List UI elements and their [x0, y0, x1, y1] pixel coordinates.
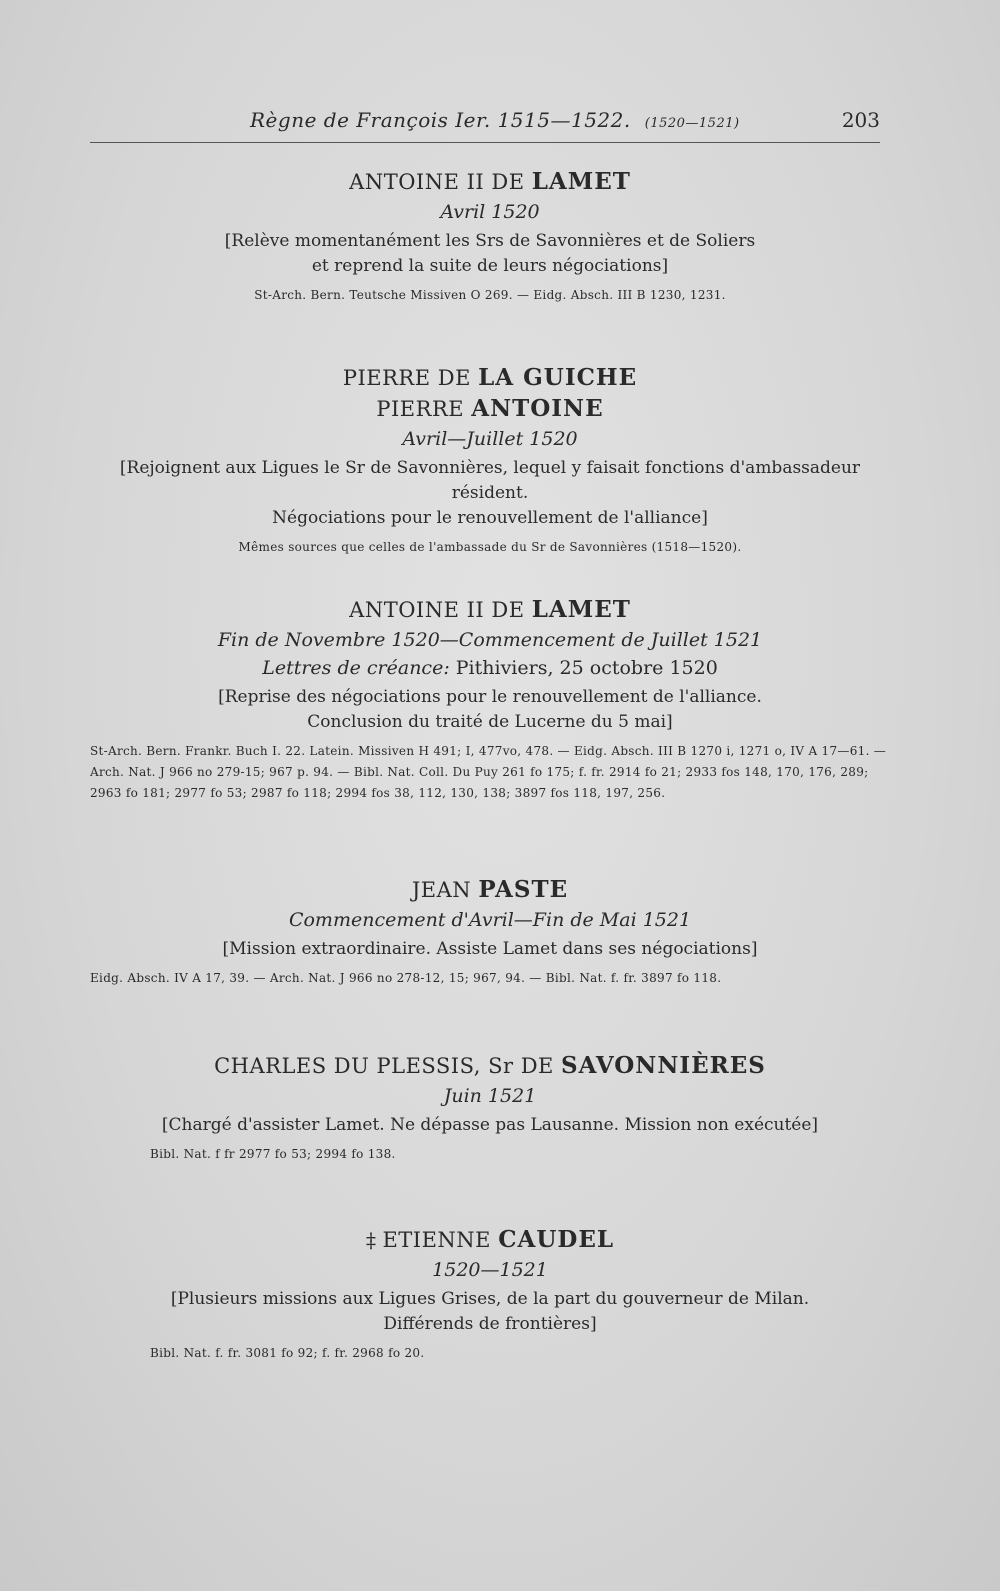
entry-lamet-1520-1521	[90, 596, 890, 804]
entry-guiche-antoine	[90, 364, 890, 558]
entry-caudel	[90, 1226, 890, 1364]
entry-name: ANTOINE II DE LAMET	[349, 168, 631, 195]
entry-name: CHARLES DU PLESSIS, Sr DE SAVONNIÈRES	[214, 1052, 766, 1079]
entry-date: Juin 1521	[443, 1085, 537, 1107]
entry-description: [Relève momentanément les Srs de Savonnières et de Soliers et reprend la suite de leurs négociations]	[224, 231, 756, 276]
entry-date: 1520—1521	[432, 1259, 548, 1281]
entry-description: [Reprise des négociations pour le renouvellement de l'alliance. Conclusion du traité de Lucerne du 5 mai]	[218, 687, 762, 732]
entry-sources: St-Arch. Bern. Teutsche Missiven O 269. — Eidg. Absch. III B 1230, 1231.	[254, 288, 726, 302]
entry-sources: Mêmes sources que celles de l'ambassade du Sr de Savonnières (1518—1520).	[238, 540, 742, 554]
entry-name-2: PIERRE ANTOINE	[376, 395, 604, 422]
entry-credentials: Lettres de créance: Pithiviers, 25 octobre 1520	[262, 657, 718, 679]
entry-description: [Rejoignent aux Ligues le Sr de Savonnières, lequel y faisait fonctions d'ambassadeur résident. Négociations pour le renouvellement de l'alliance]	[119, 458, 861, 528]
entry-description: [Chargé d'assister Lamet. Ne dépasse pas Lausanne. Mission non exécutée]	[161, 1115, 819, 1135]
entry-paste	[90, 876, 890, 989]
page-number: 203	[841, 108, 880, 132]
entry-date: Avril—Juillet 1520	[402, 428, 578, 450]
running-years: (1520—1521)	[644, 116, 740, 131]
entry-description: [Plusieurs missions aux Ligues Grises, de la part du gouverneur de Milan. Différends de frontières]	[170, 1289, 810, 1334]
entry-name: PIERRE DE LA GUICHE	[342, 364, 638, 391]
entry-name: ‡ ETIENNE CAUDEL	[365, 1226, 615, 1253]
entry-lamet-1520	[90, 168, 890, 306]
entry-name: ANTOINE II DE LAMET	[349, 596, 631, 623]
entry-date: Commencement d'Avril—Fin de Mai 1521	[288, 909, 692, 931]
running-title: Règne de François Ier. 1515—1522. (1520—1521)	[250, 108, 740, 132]
entry-description: [Mission extraordinaire. Assiste Lamet dans ses négociations]	[222, 939, 758, 959]
running-header	[90, 108, 880, 136]
entry-sources: Bibl. Nat. f fr 2977 fo 53; 2994 fo 138.	[150, 1147, 396, 1161]
double-dagger-icon: ‡	[365, 1228, 377, 1252]
entry-date: Fin de Novembre 1520—Commencement de Juillet 1521	[217, 629, 763, 651]
entry-savonnieres	[90, 1052, 890, 1165]
header-rule	[90, 142, 880, 143]
entry-date: Avril 1520	[440, 201, 540, 223]
entry-sources: St-Arch. Bern. Frankr. Buch I. 22. Latein. Missiven H 491; I, 477vo, 478. — Eidg. Absch. III B 1270 i, 1271 o, IV A 17—61. — Arch. Nat. J 966 no 279-15; 967 p. 94. — Bibl. Nat. Coll. Du Puy 261 fo 175; f. fr. 2914 fo 21; 2933 fos 148, 170, 176, 289; 2963 fo 181; 2977 fo 53; 2987 fo 118; 2994 fos 38, 112, 130, 138; 3897 fos 118, 197, 256.	[90, 744, 887, 800]
entry-sources: Eidg. Absch. IV A 17, 39. — Arch. Nat. J 966 no 278-12, 15; 967, 94. — Bibl. Nat. f. fr. 3897 fo 118.	[90, 971, 722, 985]
entry-sources: Bibl. Nat. f. fr. 3081 fo 92; f. fr. 2968 fo 20.	[150, 1346, 425, 1360]
entry-name: JEAN PASTE	[411, 876, 569, 903]
